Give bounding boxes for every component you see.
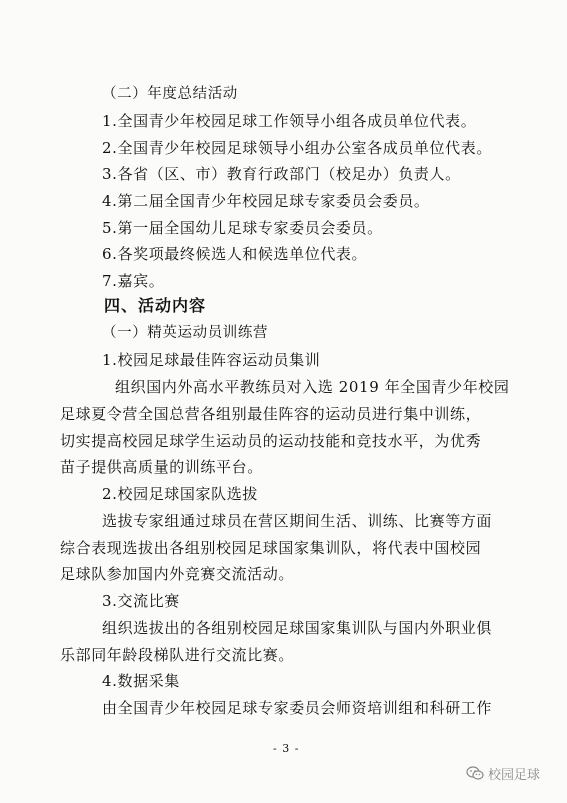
item-heading-national-team-selection: 2.校园足球国家队选拔 (102, 485, 258, 503)
list-item-4: 4.第二届全国青少年校园足球专家委员会委员。 (102, 192, 430, 210)
wechat-icon (466, 766, 484, 781)
watermark (466, 764, 540, 783)
paragraph-line: 足球夏令营全国总营各组别最佳阵容的运动员进行集中训练， (60, 405, 482, 423)
list-item-1: 1.全国青少年校园足球工作领导小组各成员单位代表。 (102, 112, 477, 130)
paragraph-line: 足球队参加国内外竞赛交流活动。 (60, 565, 295, 583)
section-heading-activity-content: 四、活动内容 (104, 296, 207, 315)
paragraph-line: 由全国青少年校园足球专家委员会师资培训组和科研工作 (102, 699, 493, 717)
paragraph-line: 苗子提供高质量的训练平台。 (60, 458, 263, 476)
paragraph-line: 切实提高校园足球学生运动员的运动技能和竞技水平，为优秀 (60, 432, 482, 450)
paragraph-line: 选拔专家组通过球员在营区期间生活、训练、比赛等方面 (102, 512, 493, 530)
list-item-2: 2.全国青少年校园足球领导小组办公室各成员单位代表。 (102, 139, 492, 157)
list-item-5: 5.第一届全国幼儿足球专家委员会委员。 (102, 219, 383, 237)
item-heading-exchange-matches: 3.交流比赛 (102, 592, 180, 610)
item-heading-data-collection: 4.数据采集 (102, 672, 180, 690)
item-heading-best-lineup-training: 1.校园足球最佳阵容运动员集训 (102, 351, 321, 369)
list-item-7: 7.嘉宾。 (102, 272, 165, 290)
subsection-heading-elite-camp: （一）精英运动员训练营 (102, 325, 269, 341)
page-number: - 3 - (273, 742, 300, 755)
watermark-text: 校园足球 (488, 768, 541, 783)
paragraph-line: 组织选拔出的各组别校园足球国家集训队与国内外职业俱 (102, 619, 493, 637)
paragraph-line: 组织国内外高水平教练员对入选 2019 年全国青少年校园 (115, 378, 510, 396)
list-item-6: 6.各奖项最终候选人和候选单位代表。 (102, 245, 368, 263)
paragraph-line: 乐部同年龄段梯队进行交流比赛。 (60, 646, 295, 664)
paragraph-line: 综合表现选拔出各组别校园足球国家集训队，将代表中国校园 (60, 539, 482, 557)
list-item-3: 3.各省（区、市）教育行政部门（校足办）负责人。 (102, 165, 461, 183)
section-heading-annual-summary: （二）年度总结活动 (102, 86, 238, 102)
